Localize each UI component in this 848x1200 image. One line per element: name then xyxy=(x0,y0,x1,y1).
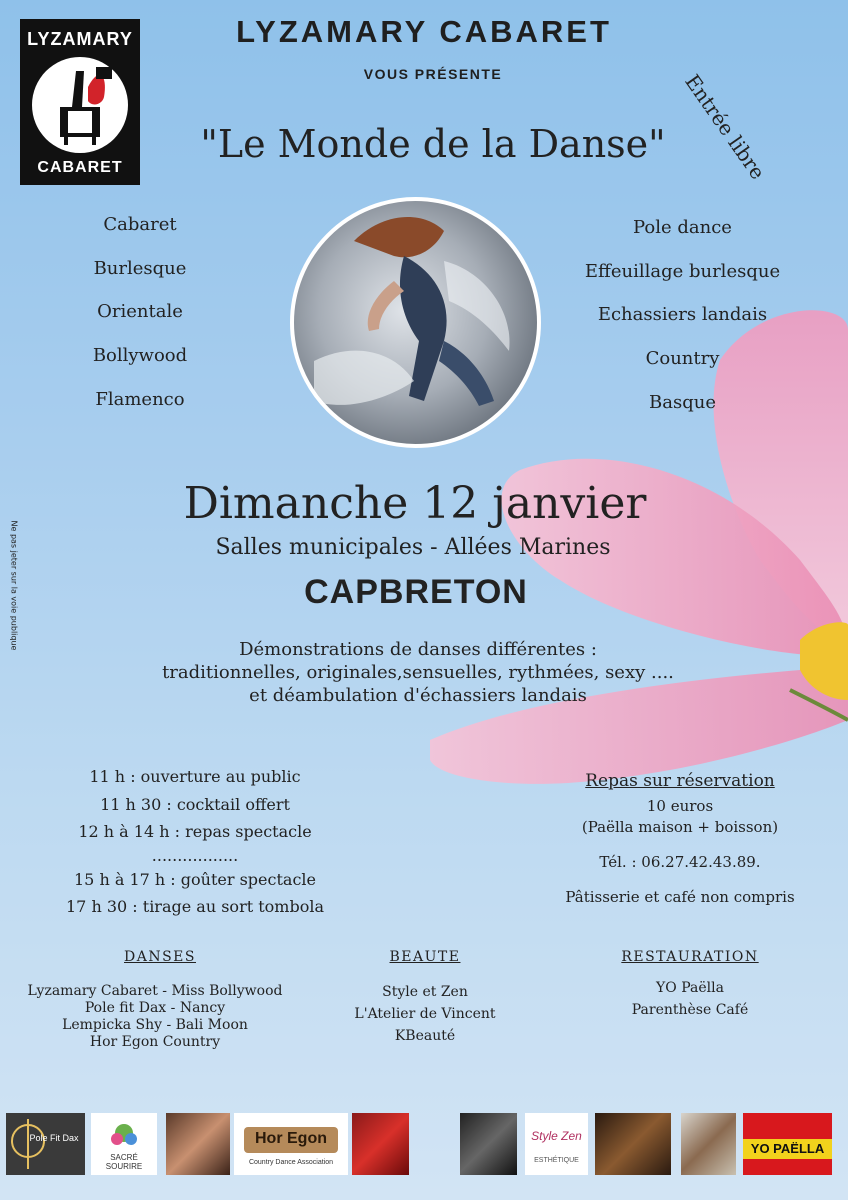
restauration-heading: RESTAURATION xyxy=(621,949,759,965)
meal-detail: (Paëlla maison + boisson) xyxy=(581,818,779,836)
meal-reservation xyxy=(540,771,820,909)
sponsor-performer-photo xyxy=(352,1113,409,1175)
spacer xyxy=(540,874,820,888)
sponsor-hor-egon-logo xyxy=(234,1113,348,1175)
logo-text-bottom: CABARET xyxy=(37,159,123,176)
meal-note: Pâtisserie et café non compris xyxy=(565,888,795,906)
dancer-photo xyxy=(290,197,541,448)
vertical-note: Ne pas jeter sur la voie publique xyxy=(9,520,19,651)
dance-item: Burlesque xyxy=(93,257,187,279)
entry-free-label: Entrée libre xyxy=(680,70,771,184)
sponsor-sacre-text: SACRÉ SOURIRE xyxy=(105,1153,143,1171)
dance-list-left xyxy=(60,214,220,432)
schedule-item: 12 h à 14 h : repas spectacle xyxy=(78,822,312,841)
dance-item: Orientale xyxy=(97,301,183,323)
event-date: Dimanche 12 janvier xyxy=(183,478,647,529)
beaute-item: Style et Zen xyxy=(382,984,468,1000)
sponsor-wood-sign-photo xyxy=(595,1113,671,1175)
sponsor-cafe-photo xyxy=(681,1113,736,1175)
meal-title: Repas sur réservation xyxy=(585,771,775,791)
danses-item: Pole fit Dax - Nancy xyxy=(84,1000,226,1016)
schedule-item: 11 h 30 : cocktail offert xyxy=(100,794,290,814)
description-line: traditionnelles, originales,sensuelles, rythmées, sexy .... xyxy=(162,662,674,683)
spacer xyxy=(540,839,820,853)
sponsor-polefit-logo xyxy=(6,1113,85,1175)
dance-item: Effeuillage burlesque xyxy=(584,260,781,282)
schedule-item: 11 h : ouverture au public xyxy=(89,767,301,786)
restauration-item: Parenthèse Café xyxy=(631,1002,749,1018)
danses-item: Lempicka Shy - Bali Moon xyxy=(62,1017,248,1033)
sponsor-stylezen-sub: ESTHÉTIQUE xyxy=(534,1157,579,1164)
restauration-list xyxy=(590,977,790,1021)
description-line: et déambulation d'échassiers landais xyxy=(249,685,587,706)
description-line: Démonstrations de danses différentes : xyxy=(239,639,597,660)
meal-price: 10 euros xyxy=(646,797,714,815)
sponsor-portrait-photo xyxy=(166,1113,230,1175)
dance-item: Country xyxy=(645,348,720,370)
dance-item: Cabaret xyxy=(103,214,177,235)
danses-heading: DANSES xyxy=(124,949,196,965)
dance-item: Pole dance xyxy=(633,217,732,238)
danses-item: Hor Egon Country xyxy=(89,1034,221,1050)
dance-item: Basque xyxy=(649,391,716,413)
event-venue: Salles municipales - Allées Marines xyxy=(215,535,611,560)
sponsor-polefit-text: Pole Fit Dax xyxy=(29,1133,79,1143)
beaute-item: L'Atelier de Vincent xyxy=(354,1006,496,1022)
sponsor-yo-paella-logo xyxy=(743,1113,832,1175)
dance-list-right xyxy=(560,217,805,435)
meal-phone: Tél. : 06.27.42.43.89. xyxy=(599,853,761,871)
description xyxy=(0,638,836,707)
sponsor-sacre-sourire-logo xyxy=(91,1113,157,1175)
sponsor-yopaella-text: YO PAËLLA xyxy=(750,1141,825,1156)
schedule-item: 15 h à 17 h : goûter spectacle xyxy=(74,869,316,889)
sponsor-horegon-text: Hor Egon xyxy=(255,1130,327,1147)
danses-item: Lyzamary Cabaret - Miss Bollywood xyxy=(27,983,283,999)
schedule xyxy=(50,763,340,921)
logo-text-top: LYZAMARY xyxy=(27,29,133,49)
dance-item: Bollywood xyxy=(92,345,188,367)
header-subtitle: VOUS PRÉSENTE xyxy=(363,66,503,82)
beaute-heading: BEAUTE xyxy=(389,949,461,965)
sponsor-makeup-photo xyxy=(460,1113,517,1175)
event-city: CAPBRETON xyxy=(304,573,528,611)
schedule-separator: ................. xyxy=(151,845,239,865)
beaute-list xyxy=(330,981,520,1047)
header-title: LYZAMARY CABARET xyxy=(236,14,612,49)
dance-item: Echassiers landais xyxy=(597,304,768,326)
beaute-item: KBeauté xyxy=(394,1028,456,1044)
show-title: "Le Monde de la Danse" xyxy=(200,122,666,166)
schedule-item: 17 h 30 : tirage au sort tombola xyxy=(66,897,324,916)
restauration-item: YO Paëlla xyxy=(656,980,724,996)
sponsor-horegon-sub: Country Dance Association xyxy=(248,1159,334,1166)
sponsor-style-zen-logo xyxy=(525,1113,588,1175)
danses-list xyxy=(0,983,310,1051)
sponsor-stylezen-text: Style Zen xyxy=(531,1129,582,1143)
dance-item: Flamenco xyxy=(95,388,185,410)
